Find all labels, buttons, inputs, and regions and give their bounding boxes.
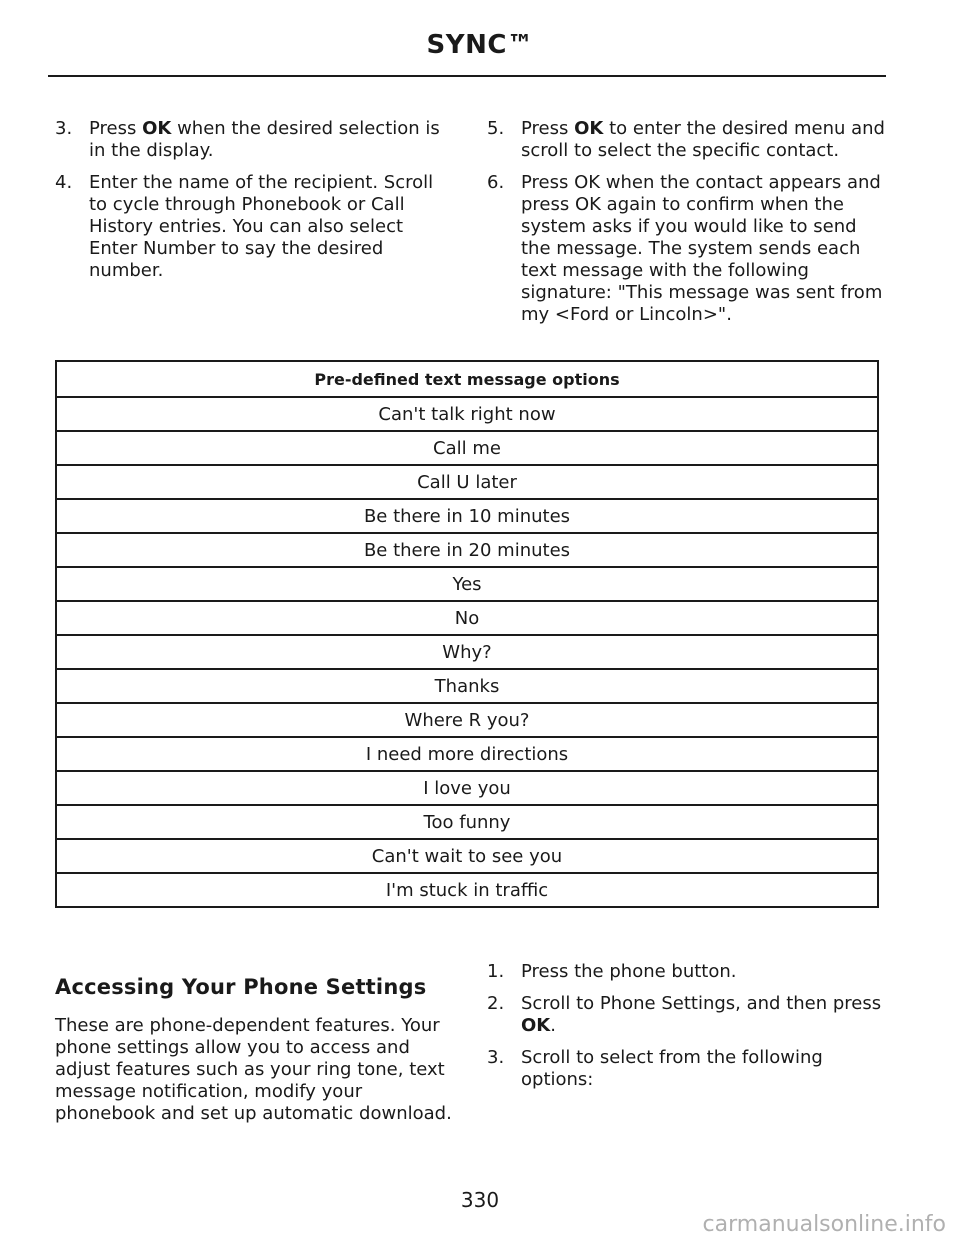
table-row — [56, 499, 878, 533]
table-cell: Thanks — [56, 669, 878, 703]
step-text-tail: . — [550, 1015, 556, 1036]
step-text: Press — [89, 118, 143, 139]
step-number: 3. — [487, 1047, 505, 1068]
table-row — [56, 601, 878, 635]
table-row — [56, 465, 878, 499]
table-row — [56, 873, 878, 907]
step-text: Enter the name of the recipient. Scroll to cycle through Phonebook or Call History entries. You can also select Enter Number to say the desired number. — [89, 172, 434, 281]
table-cell: I love you — [56, 771, 878, 805]
table-cell: No — [56, 601, 878, 635]
table-cell: Too funny — [56, 805, 878, 839]
step-number: 6. — [487, 172, 505, 193]
step-item — [487, 172, 887, 326]
section-heading: Accessing Your Phone Settings — [55, 975, 427, 999]
table-row — [56, 703, 878, 737]
step-text: Scroll to Phone Settings, and then press — [521, 993, 882, 1014]
table-cell: Where R you? — [56, 703, 878, 737]
table-cell: Call U later — [56, 465, 878, 499]
page-header-title: SYNC™ — [426, 30, 534, 60]
step-keyword: OK — [142, 118, 172, 139]
table-cell: Be there in 10 minutes — [56, 499, 878, 533]
step-number: 5. — [487, 118, 505, 139]
steps-list-settings — [487, 961, 887, 1091]
table-cell: Yes — [56, 567, 878, 601]
step-item — [55, 118, 450, 162]
table-row — [56, 737, 878, 771]
table-row — [56, 635, 878, 669]
step-number: 1. — [487, 961, 505, 982]
table-cell: Why? — [56, 635, 878, 669]
step-text: Press OK when the contact appears and press OK again to confirm when the system asks if you would like to send the message. The system sends each text message with the following signature: "This message was sent from my <Ford or Lincoln>". — [521, 172, 883, 325]
table-row — [56, 771, 878, 805]
table-row — [56, 805, 878, 839]
table-cell: I'm stuck in traffic — [56, 873, 878, 907]
right-bottom-column — [487, 961, 887, 1101]
step-text-tail: when the desired selection is in the display. — [89, 118, 440, 161]
step-text: Scroll to select from the following options: — [521, 1047, 823, 1090]
table-cell: Call me — [56, 431, 878, 465]
step-item — [487, 961, 887, 983]
left-top-column — [55, 118, 450, 292]
table-row — [56, 431, 878, 465]
step-number: 4. — [55, 172, 73, 193]
table-header-row — [56, 361, 878, 397]
right-top-column — [487, 118, 887, 336]
step-number: 2. — [487, 993, 505, 1014]
table-header-cell: Pre-defined text message options — [56, 361, 878, 397]
step-keyword: OK — [574, 118, 604, 139]
table-cell: Can't talk right now — [56, 397, 878, 431]
step-text-tail: to enter the desired menu and scroll to select the specific contact. — [521, 118, 885, 161]
section-paragraph: These are phone-dependent features. Your phone settings allow you to access and adjust features such as your ring tone, text message notification, modify your phonebook and set up automatic download. — [55, 1015, 452, 1124]
page-number: 330 — [460, 1188, 500, 1212]
watermark: carmanualsonline.info — [702, 1212, 946, 1237]
step-text: Press the phone button. — [521, 961, 737, 982]
predefined-messages-table — [55, 360, 879, 908]
step-keyword: OK — [521, 1015, 551, 1036]
table-cell: I need more directions — [56, 737, 878, 771]
step-number: 3. — [55, 118, 73, 139]
steps-list-right — [487, 118, 887, 326]
table-cell: Can't wait to see you — [56, 839, 878, 873]
table-row — [56, 397, 878, 431]
step-item — [487, 993, 887, 1037]
table-row — [56, 669, 878, 703]
steps-list-left — [55, 118, 450, 282]
step-text: Press — [521, 118, 575, 139]
step-item — [487, 118, 887, 162]
step-item — [487, 1047, 887, 1091]
table-row — [56, 567, 878, 601]
table-row — [56, 839, 878, 873]
table-cell: Be there in 20 minutes — [56, 533, 878, 567]
table-row — [56, 533, 878, 567]
header-divider — [48, 75, 886, 77]
step-item — [55, 172, 450, 282]
